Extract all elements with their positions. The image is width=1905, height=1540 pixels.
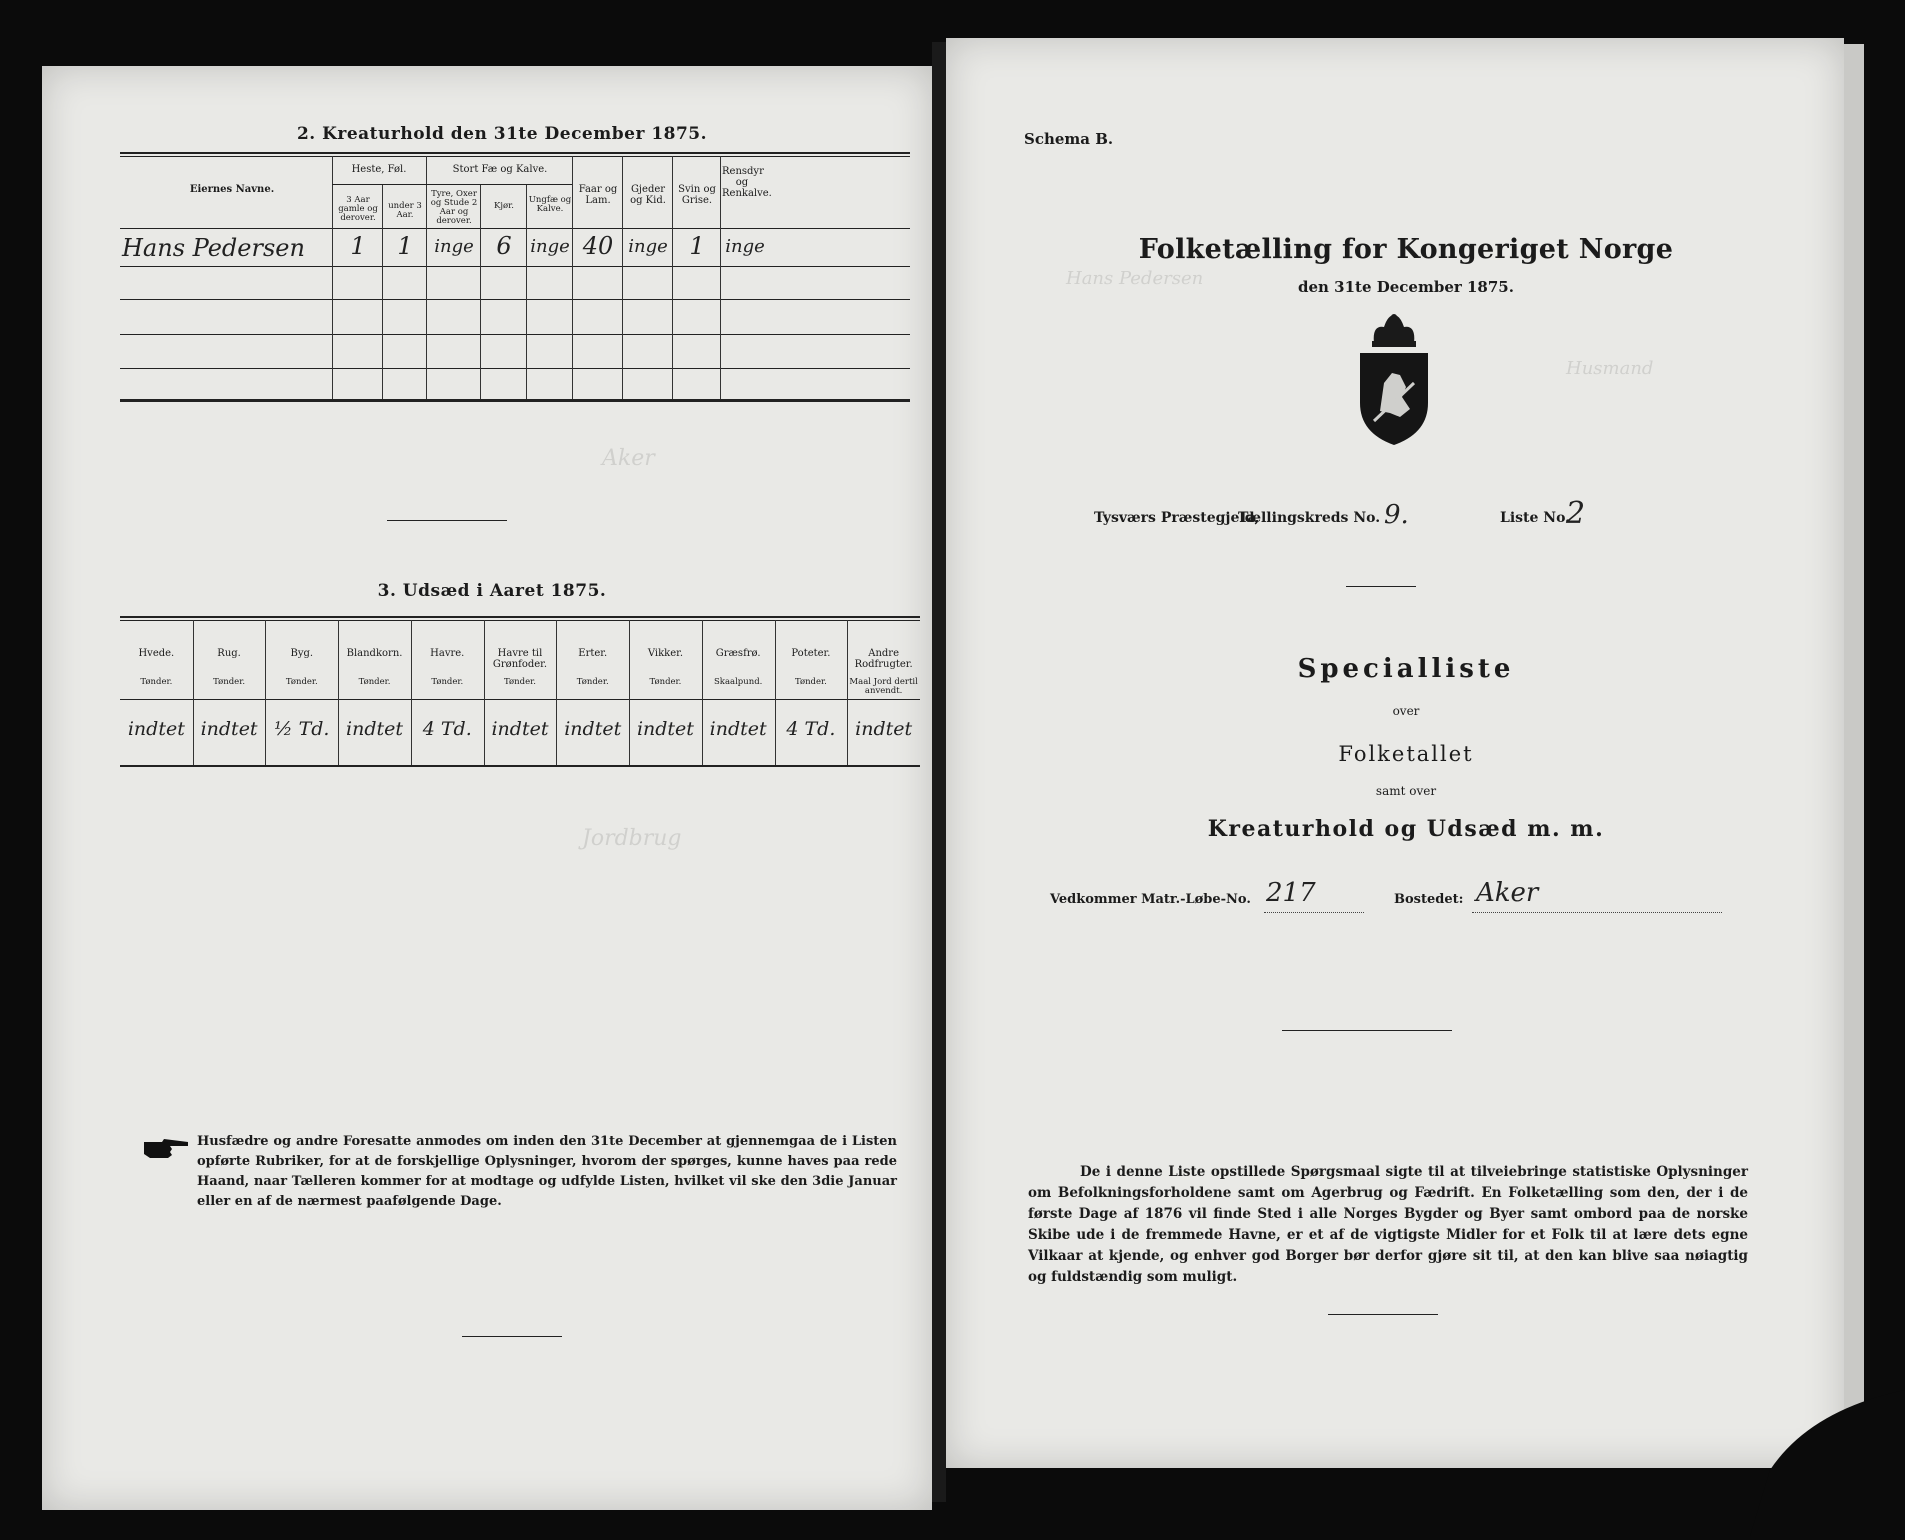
kreds-label: Tællingskreds No. <box>1238 510 1381 526</box>
table2-col-rule <box>338 620 339 765</box>
bosted-value: Aker <box>1476 878 1539 908</box>
table2-col-rule <box>265 620 266 765</box>
table1-col-rule <box>480 184 481 399</box>
section2-title: 2. Kreaturhold den 31te December 1875. <box>296 124 708 144</box>
bleedthrough: Jordbrug <box>582 826 682 851</box>
heste-sub2: under 3 Aar. <box>388 201 422 220</box>
book-gutter <box>932 42 946 1502</box>
table1-top-rule <box>120 152 910 154</box>
stort-sub1: Tyre, Oxer og Stude 2 Aar og derover. <box>430 189 478 226</box>
udsaed-cell-value: indtet <box>855 718 913 740</box>
stort-sub2: Kjør. <box>494 201 514 211</box>
cell-gjeder: inge <box>628 236 668 257</box>
table2-header-rule <box>120 699 920 700</box>
udsaed-cell-value: 4 Td. <box>786 718 836 740</box>
udsaed-cell-value: indtet <box>127 718 185 740</box>
bleedthrough: Hans Pedersen <box>1066 268 1204 289</box>
pointing-hand-icon <box>142 1136 190 1160</box>
page-date: den 31te December 1875. <box>1298 278 1514 296</box>
cell-faar: 40 <box>582 232 614 260</box>
udsaed-col-header: Andre Rodfrugter. <box>854 648 913 670</box>
table2-col-rule <box>629 620 630 765</box>
group-heste: Heste, Føl. <box>351 164 407 175</box>
page-edge-stack <box>1844 44 1864 1444</box>
bosted-dotted-line <box>1472 912 1722 913</box>
table2-col-rule <box>847 620 848 765</box>
over-label: over <box>1392 704 1420 718</box>
table1-row-rule <box>120 334 910 335</box>
col-gjeder: Gjeder og Kid. <box>630 184 666 206</box>
kreaturhold-label: Kreaturhold og Udsæd m. m. <box>1207 816 1605 842</box>
udsaed-col-unit: Tønder. <box>213 677 246 687</box>
udsaed-cell-value: indtet <box>346 718 404 740</box>
udsaed-cell-value: ½ Td. <box>274 718 330 740</box>
udsaed-cell-value: indtet <box>200 718 258 740</box>
udsaed-col-header: Blandkorn. <box>346 648 403 659</box>
udsaed-col-unit: Tønder. <box>576 677 609 687</box>
table2-col-rule <box>193 620 194 765</box>
specialliste-title: Specialliste <box>1297 654 1515 684</box>
table1-bottom-rule <box>120 399 910 402</box>
table1-col-rule <box>672 156 673 399</box>
table2-top-rule <box>120 616 920 618</box>
udsaed-cell-value: indtet <box>564 718 622 740</box>
table1-header-rule <box>120 228 910 229</box>
cell-heste-young: 1 <box>397 232 413 260</box>
stort-sub3: Ungfæ og Kalve. <box>528 195 572 214</box>
table1-row-rule <box>120 266 910 267</box>
udsaed-col-unit: Tønder. <box>285 677 318 687</box>
section3-title: 3. Udsæd i Aaret 1875. <box>377 581 607 601</box>
table1-col-rule <box>720 156 721 399</box>
udsaed-cell-value: indtet <box>491 718 549 740</box>
table2-col-rule <box>484 620 485 765</box>
cell-svin: 1 <box>689 232 705 260</box>
left-page <box>42 66 932 1510</box>
table2-bottom-rule <box>120 765 920 767</box>
col-rensdyr: Rensdyr og Renkalve. <box>722 166 772 199</box>
notice-text: Husfædre og andre Foresatte anmodes om inden den 31te December at gjennemgaa de i Listen opførte Rubriker, for at de forskjellige Oplysninger, hvorom der spørges, kunne haves paa rede Haand, naar Tælleren kommer for at modtage og udfylde Listen, hvilket vil ske den 3die Januar eller en af de nærmest paafølgende Dage. <box>197 1134 897 1209</box>
cell-tyre: inge <box>434 236 474 257</box>
matr-value: 217 <box>1266 878 1316 908</box>
udsaed-col-unit: Tønder. <box>794 677 827 687</box>
explanation-paragraph: De i denne Liste opstillede Spørgsmaal sigte til at tilveiebringe statistiske Oplysninger om Befolkningsforholdene samt om Agerbrug og Fædrift. En Folketælling som den, der i de første Dage af 1876 vil finde Sted i alle Norges Bygder og Byer samt ombord paa de norske Skibe ude i de fremmede Havne, er et af de vigtigste Midler for et Folk til at lære dets egne Vilkaar at kjende, og enhver god Borger bør derfor gjøre sit til, at den kan blive saa nøiagtig og fuldstændig som muligt. <box>1028 1164 1748 1285</box>
table2-col-rule <box>775 620 776 765</box>
matr-label: Vedkommer Matr.-Løbe-No. <box>1050 892 1251 907</box>
table1-row-rule <box>120 299 910 300</box>
cell-rensdyr: inge <box>725 236 765 257</box>
table1-col-rule <box>572 156 573 399</box>
table1-row-rule <box>120 368 910 369</box>
udsaed-col-unit: Tønder. <box>140 677 173 687</box>
table1-col-rule <box>382 184 383 399</box>
bosted-label: Bostedet: <box>1394 892 1464 907</box>
cell-heste-old: 1 <box>350 232 366 260</box>
table1-top-rule2 <box>120 156 910 157</box>
col-eiernes-navne: Eiernes Navne. <box>189 184 275 195</box>
udsaed-col-header: Vikker. <box>647 648 684 659</box>
samt-over-label: samt over <box>1375 784 1437 798</box>
table1-col-rule <box>332 156 333 399</box>
table1-col-rule <box>622 156 623 399</box>
signature-line <box>1282 1030 1452 1031</box>
col-svin: Svin og Grise. <box>678 184 716 206</box>
udsaed-col-unit: Skaalpund. <box>713 677 763 687</box>
divider <box>1346 586 1416 587</box>
col-faar: Faar og Lam. <box>578 184 618 206</box>
group-stort-fae: Stort Fæ og Kalve. <box>452 164 548 175</box>
cell-kjor: 6 <box>496 232 512 260</box>
udsaed-cell-value: indtet <box>709 718 767 740</box>
kreds-value: 9. <box>1384 500 1409 530</box>
udsaed-col-unit: Maal Jord dertil anvendt. <box>849 677 918 696</box>
udsaed-col-header: Græsfrø. <box>715 648 761 659</box>
bleedthrough: Husmand <box>1566 358 1654 379</box>
table2-col-rule <box>702 620 703 765</box>
udsaed-cell-value: indtet <box>636 718 694 740</box>
udsaed-col-header: Erter. <box>578 648 608 659</box>
liste-value: 2 <box>1566 496 1586 531</box>
udsaed-col-header: Havre. <box>430 648 465 659</box>
norway-coat-of-arms-icon <box>1344 313 1444 448</box>
table1-col-rule <box>426 156 427 399</box>
divider-bottom <box>462 1336 562 1337</box>
cell-ungfae: inge <box>530 236 570 257</box>
schema-label: Schema B. <box>1024 130 1114 148</box>
udsaed-col-unit: Tønder. <box>358 677 391 687</box>
udsaed-col-header: Poteter. <box>791 648 831 659</box>
clip-corner <box>1750 1380 1905 1536</box>
divider <box>387 520 507 521</box>
page-title: Folketælling for Kongeriget Norge <box>1138 234 1674 265</box>
udsaed-col-header: Byg. <box>290 648 314 659</box>
divider-bottom <box>1328 1314 1438 1315</box>
udsaed-col-header: Hvede. <box>138 648 175 659</box>
prestegjeld-label: Tysværs Præstegjeld, <box>1094 510 1260 526</box>
udsaed-cell-value: 4 Td. <box>422 718 472 740</box>
udsaed-col-header: Rug. <box>217 648 241 659</box>
udsaed-col-unit: Tønder. <box>431 677 464 687</box>
heste-sub1: 3 Aar gamle og derover. <box>338 195 378 223</box>
owner-name: Hans Pedersen <box>122 234 305 262</box>
udsaed-col-unit: Tønder. <box>504 677 536 687</box>
udsaed-col-unit: Tønder. <box>649 677 682 687</box>
matr-dotted-line <box>1264 912 1364 913</box>
folketallet-label: Folketallet <box>1338 742 1474 766</box>
table1-col-rule <box>526 184 527 399</box>
table2-col-rule <box>556 620 557 765</box>
table1-subheader-rule <box>332 184 572 185</box>
udsaed-col-header: Havre til Grønfoder. <box>492 648 548 670</box>
right-page <box>946 38 1844 1468</box>
liste-label: Liste No. <box>1500 510 1571 526</box>
table2-col-rule <box>411 620 412 765</box>
table2-top-rule2 <box>120 620 920 621</box>
bleedthrough: Aker <box>602 446 655 471</box>
